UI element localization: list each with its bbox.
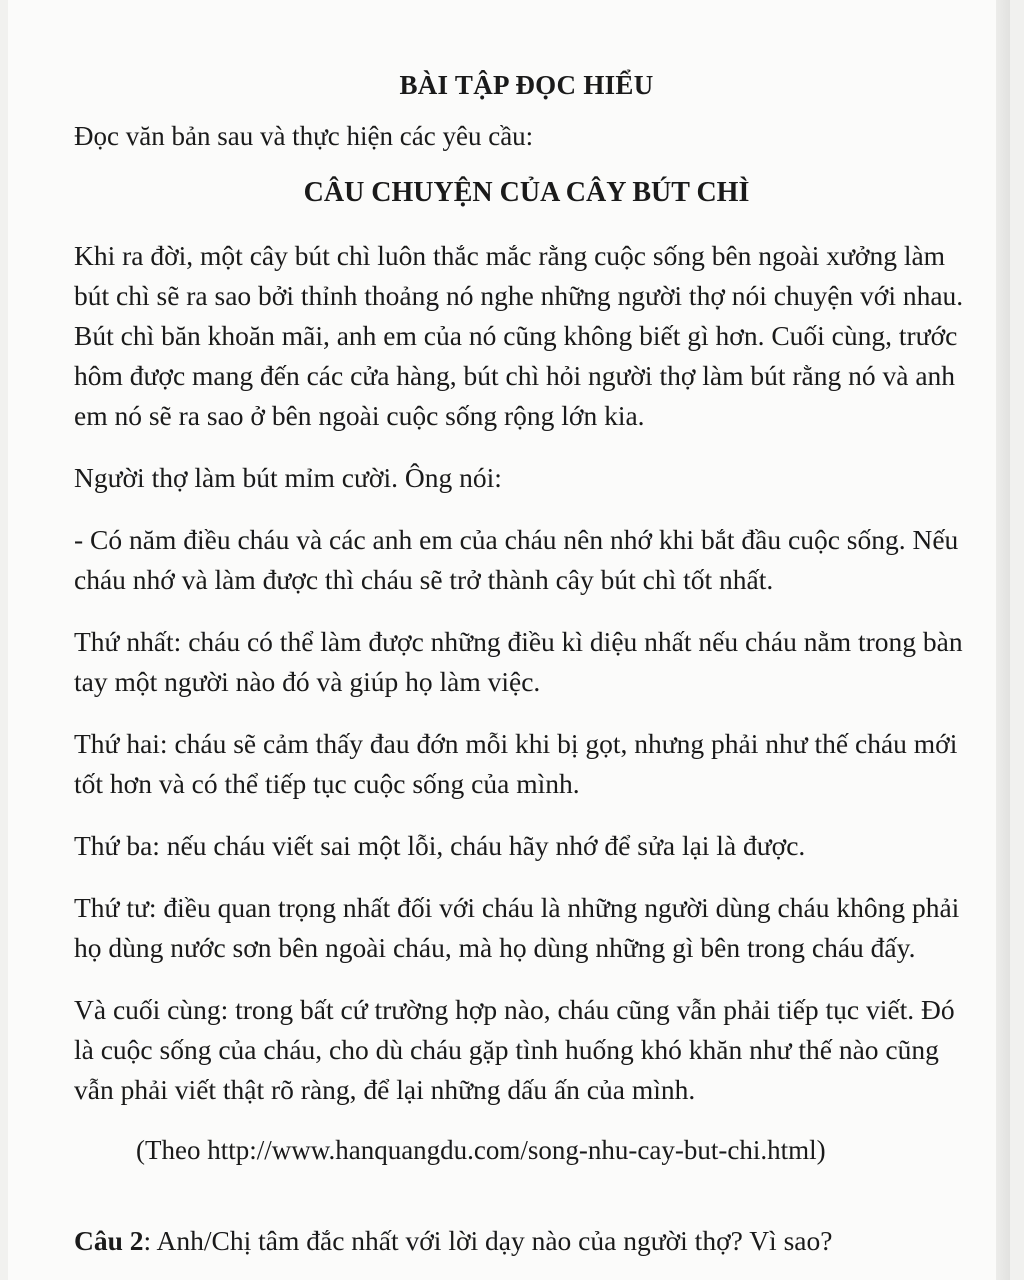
story-title: CÂU CHUYỆN CỦA CÂY BÚT CHÌ bbox=[303, 177, 750, 208]
instruction-text: Đọc văn bản sau và thực hiện các yêu cầu: bbox=[74, 121, 534, 151]
source-citation: (Theo http://www.hanquangdu.com/song-nhu-cay-but-chi.html) bbox=[136, 1135, 826, 1165]
paragraph-finally: Và cuối cùng: trong bất cứ trường hợp nào, cháu cũng vẫn phải tiếp tục viết. Đó là cuộc sống của cháu, cho dù cháu gặp tình huống khó khăn như thế nào cũng vẫn phải viết thật rõ ràng, để lại những dấu ấn của mình. bbox=[74, 994, 955, 1105]
paragraph-first: Thứ nhất: cháu có thể làm được những điều kì diệu nhất nếu cháu nằm trong bàn tay một người nào đó và giúp họ làm việc. bbox=[74, 626, 963, 697]
page-edge bbox=[996, 0, 1010, 1280]
document-body bbox=[74, 58, 979, 1256]
question-label: Câu 2 bbox=[74, 1225, 144, 1256]
document-page bbox=[8, 0, 1010, 1280]
paragraph-intro: Khi ra đời, một cây bút chì luôn thắc mắc rằng cuộc sống bên ngoài xưởng làm bút chì sẽ ra sao bởi thỉnh thoảng nó nghe những người thợ nói chuyện với nhau. Bút chì băn khoăn mãi, anh em của nó cũng không biết gì hơn. Cuối cùng, trước hôm được mang đến các cửa hàng, bút chì hỏi người thợ làm bút rằng nó và anh em nó sẽ ra sao ở bên ngoài cuộc sống rộng lớn kia. bbox=[74, 240, 964, 431]
paragraph-five-things: - Có năm điều cháu và các anh em của cháu nên nhớ khi bắt đầu cuộc sống. Nếu cháu nhớ và làm được thì cháu sẽ trở thành cây bút chì tốt nhất. bbox=[74, 524, 959, 595]
question-text: : Anh/Chị tâm đắc nhất với lời dạy nào của người thợ? Vì sao? bbox=[143, 1225, 833, 1256]
question-2 bbox=[74, 1221, 832, 1261]
document-heading: BÀI TẬP ĐỌC HIỂU bbox=[399, 70, 654, 100]
paragraph-third: Thứ ba: nếu cháu viết sai một lỗi, cháu hãy nhớ để sửa lại là được. bbox=[74, 830, 806, 861]
paragraph-fourth: Thứ tư: điều quan trọng nhất đối với cháu là những người dùng cháu không phải họ dùng nước sơn bên ngoài cháu, mà họ dùng những gì bên trong cháu đấy. bbox=[74, 892, 960, 963]
paragraph-craftsman-smile: Người thợ làm bút mỉm cười. Ông nói: bbox=[74, 462, 502, 493]
paragraph-second: Thứ hai: cháu sẽ cảm thấy đau đớn mỗi khi bị gọt, nhưng phải như thế cháu mới tốt hơn và có thể tiếp tục cuộc sống của mình. bbox=[74, 728, 958, 799]
